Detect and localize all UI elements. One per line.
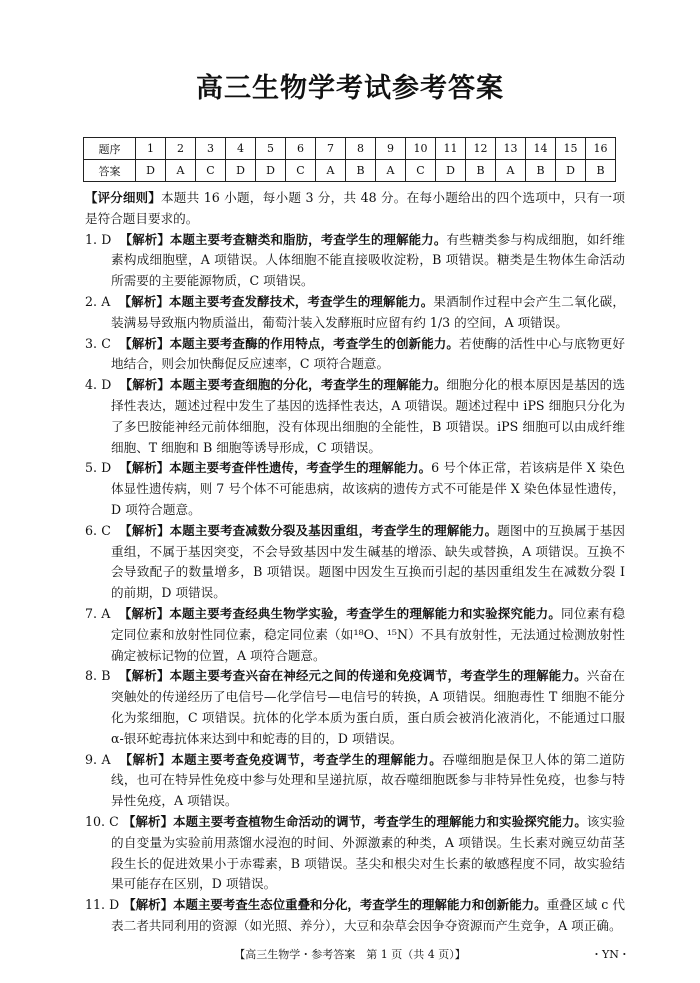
grading-rules-label: 【评分细则】 (85, 190, 161, 205)
answer-table-number-row (84, 138, 616, 160)
answer-cell: B (586, 160, 616, 182)
explanation-text: 若使酶的活性中心与底物更好地结合，则会加快酶促反应速率，C 项符合题意。 (111, 335, 626, 372)
question-number-cell: 3 (196, 138, 226, 160)
explanation-heading: 【解析】本题主要考查生态位重叠和分化，考查学生的理解能力和创新能力。 (123, 897, 547, 913)
explanation-item (85, 292, 625, 334)
explanation-text: 细胞分化的根本原因是基因的选择性表达，题述过程中发生了基因的选择性表达，A 项错误。题述过程中 iPS 细胞只分化为了多巴胺能神经元前体细胞，没有体现出细胞的全能性，B 项错误。iPS 细胞可以由成纤维细胞、T 细胞和 B 细胞等诱导形成，C 项错误。 (111, 377, 625, 455)
explanation-item (85, 604, 625, 666)
explanation-heading: 【解析】本题主要考查兴奋在神经元之间的传递和免疫调节，考查学生的理解能力。 (119, 668, 587, 684)
answer-table (83, 137, 616, 182)
explanation-item (85, 230, 625, 292)
answer-cell: D (436, 160, 466, 182)
question-number-cell: 4 (226, 138, 256, 160)
explanation-text: 果酒制作过程中会产生二氧化碳，装满易导致瓶内物质溢出，葡萄汁装入发酵瓶时应留有约 1/3 的空间，A 项错误。 (111, 293, 625, 330)
grading-rules-text: 本题共 16 小题，每小题 3 分，共 48 分。在每小题给出的四个选项中，只有一项是符合题目要求的。 (85, 190, 625, 226)
explanation-heading: 【解析】本题主要考查酶的作用特点，考查学生的创新能力。 (119, 335, 459, 351)
explanation-heading: 【解析】本题主要考查糖类和脂肪，考查学生的理解能力。 (119, 231, 447, 247)
explanation-text: 该实验的自变量为实验前用蒸馏水浸泡的时间、外源激素的种类，A 项错误。生长素对豌豆幼苗茎段生长的促进效果小于赤霉素，B 项错误。茎尖和根尖对生长素的敏感程度不同，故实验结果可能存在区别，D 项错误。 (111, 813, 625, 892)
answer-explanations (85, 188, 625, 937)
table-row-header: 答案 (84, 160, 136, 182)
answer-cell: A (496, 160, 526, 182)
explanation-heading: 【解析】本题主要考查发酵技术，考查学生的理解能力。 (118, 293, 434, 309)
explanation-text: 有些糖类参与构成细胞，如纤维素构成细胞壁，A 项错误。人体细胞不能直接吸收淀粉，B 项错误。糖类是生物体生命活动所需要的主要能源物质，C 项错误。 (111, 231, 625, 289)
question-answer: 6. C (85, 522, 111, 538)
question-number-cell: 11 (436, 138, 466, 160)
question-answer: 3. C (85, 335, 111, 351)
question-number-cell: 12 (466, 138, 496, 160)
answer-cell: B (346, 160, 376, 182)
answer-cell: C (406, 160, 436, 182)
question-number-cell: 2 (166, 138, 196, 160)
answer-table-answer-row (84, 160, 616, 182)
explanation-text: 吞噬细胞是保卫人体的第二道防线，也可在特异性免疫中参与处理和呈递抗原，故吞噬细胞既参与非特异性免疫，也参与特异性免疫，A 项错误。 (111, 751, 625, 809)
answer-cell: D (556, 160, 586, 182)
explanation-item (85, 334, 625, 376)
answer-cell: B (526, 160, 556, 182)
question-answer: 5. D (85, 460, 112, 476)
explanation-item (85, 895, 625, 937)
answer-cell: D (226, 160, 256, 182)
explanation-item (85, 812, 625, 895)
explanation-heading: 【解析】本题主要考查经典生物学实验，考查学生的理解能力和实验探究能力。 (118, 605, 562, 621)
explanation-text: 题图中的互换属于基因重组，不属于基因突变，不会导致基因中发生碱基的增添、缺失或替换，A 项错误。互换不会导致配子的数量增多，B 项错误。题图中因发生互换而引起的基因重组发生在减数分裂 Ⅰ 的前期，D 项错误。 (111, 522, 626, 601)
question-number-cell: 15 (556, 138, 586, 160)
page-title: 高三生物学考试参考答案 (196, 73, 504, 104)
table-row-header: 题序 (84, 138, 136, 160)
question-number-cell: 13 (496, 138, 526, 160)
question-number-cell: 1 (136, 138, 166, 160)
explanation-text: 重叠区域 c 代表二者共同利用的资源（如光照、养分），大豆和杂草会因争夺资源而产生竞争，A 项正确。 (111, 897, 626, 933)
explanation-text: 兴奋在突触处的传递经历了电信号—化学信号—电信号的转换，A 项错误。细胞毒性 T 细胞不能分化为浆细胞，C 项错误。抗体的化学本质为蛋白质，蛋白质会被消化液消化，不能通过口服 α-银环蛇毒抗体来达到中和蛇毒的目的，D 项错误。 (111, 668, 626, 746)
grading-rules (85, 188, 625, 230)
question-number-cell: 14 (526, 138, 556, 160)
question-number-cell: 10 (406, 138, 436, 160)
answer-cell: D (136, 160, 166, 182)
question-answer: 10. C (85, 813, 119, 829)
explanation-item (85, 750, 625, 812)
answer-cell: A (316, 160, 346, 182)
question-number-cell: 5 (256, 138, 286, 160)
footer-text: 【高三生物学・参考答案 第 1 页（共 4 页）】 (234, 948, 466, 961)
answer-cell: C (196, 160, 226, 182)
explanation-item (85, 375, 625, 458)
page-footer (0, 946, 700, 962)
question-number-cell: 16 (586, 138, 616, 160)
explanation-text: 同位素有稳定同位素和放射性同位素，稳定同位素（如¹⁸O、¹⁵N）不具有放射性，无法通过检测放射性确定被标记物的位置，A 项符合题意。 (111, 605, 625, 663)
answer-cell: C (286, 160, 316, 182)
explanation-heading: 【解析】本题主要考查免疫调节，考查学生的理解能力。 (119, 751, 443, 767)
question-answer: 8. B (85, 668, 111, 684)
explanation-heading: 【解析】本题主要考查伴性遗传，考查学生的理解能力。 (119, 460, 432, 476)
explanation-heading: 【解析】本题主要考查减数分裂及基因重组，考查学生的理解能力。 (119, 522, 498, 538)
explanation-item (85, 458, 625, 520)
answer-cell: A (166, 160, 196, 182)
question-answer: 2. A (85, 293, 111, 309)
explanation-heading: 【解析】本题主要考查细胞的分化，考查学生的理解能力。 (119, 377, 447, 393)
answer-cell: B (466, 160, 496, 182)
question-number-cell: 7 (316, 138, 346, 160)
footer-region-tag: ・YN・ (591, 948, 630, 961)
explanation-text: 6 号个体正常，若该病是伴 X 染色体显性遗传病，则 7 号个体不可能患病，故该病的遗传方式不可能是伴 X 染色体显性遗传，D 项符合题意。 (111, 460, 625, 517)
answer-cell: D (256, 160, 286, 182)
question-answer: 9. A (85, 751, 111, 767)
question-number-cell: 9 (376, 138, 406, 160)
question-answer: 7. A (85, 605, 111, 621)
question-number-cell: 6 (286, 138, 316, 160)
question-answer: 1. D (85, 231, 112, 247)
question-number-cell: 8 (346, 138, 376, 160)
explanation-item (85, 666, 625, 749)
question-answer: 11. D (85, 897, 120, 913)
answer-cell: A (376, 160, 406, 182)
explanation-heading: 【解析】本题主要考查植物生命活动的调节，考查学生的理解能力和实验探究能力。 (122, 813, 587, 829)
explanation-item (85, 521, 625, 604)
question-answer: 4. D (85, 377, 112, 393)
